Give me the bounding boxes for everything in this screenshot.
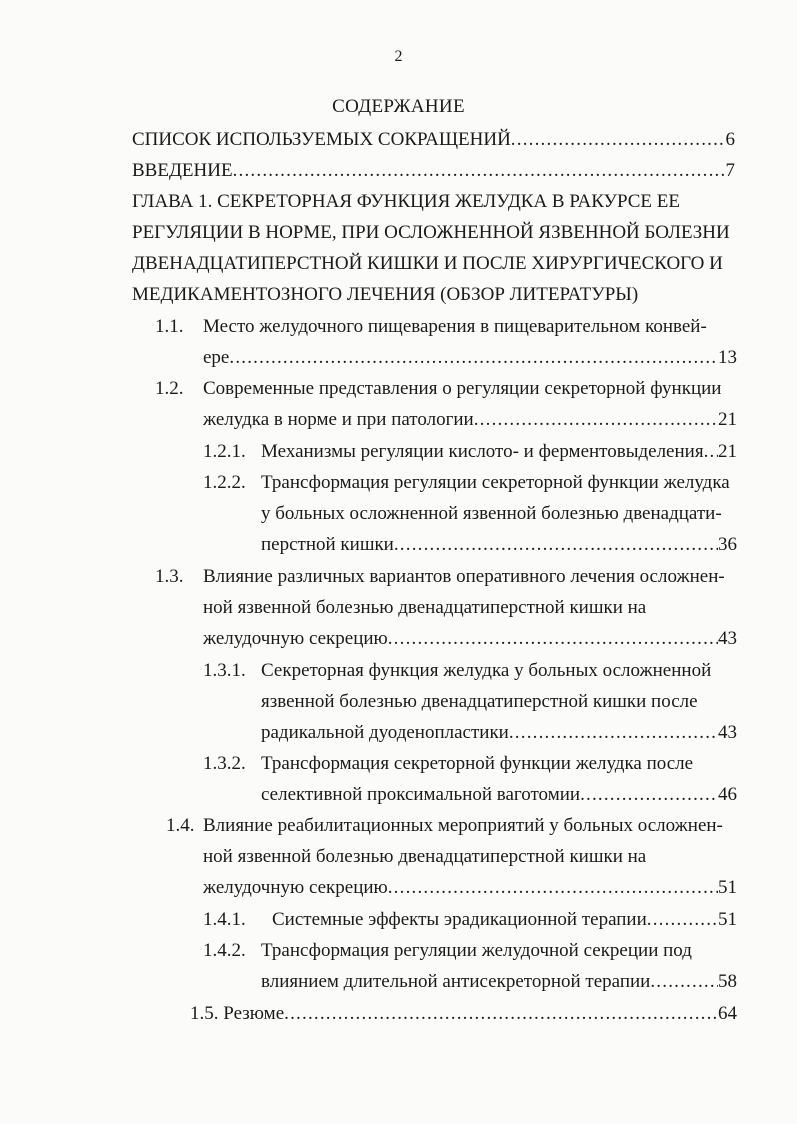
chapter-heading-line: ГЛАВА 1. СЕКРЕТОРНАЯ ФУНКЦИЯ ЖЕЛУДКА В РАКУРСЕ ЕЕ — [132, 191, 680, 212]
toc-entry-1-4-1 — [272, 907, 737, 933]
toc-entry-text: радикальной дуоденопластики — [261, 722, 509, 743]
chapter-heading-line: ДВЕНАДЦАТИПЕРСТНОЙ КИШКИ И ПОСЛЕ ХИРУРГИЧЕСКОГО И — [132, 253, 723, 274]
toc-page: 58 — [718, 971, 737, 992]
toc-entry-1-3-2 — [261, 782, 737, 808]
toc-page: 21 — [718, 409, 737, 430]
toc-entry-1-3 — [203, 626, 737, 652]
toc-entry-text: у больных осложненной язвенной болезнью двенадцати- — [261, 503, 722, 524]
section-number: 1.2.1. — [203, 441, 246, 462]
section-number: 1.4.2. — [203, 940, 246, 961]
toc-entry-text: язвенной болезнью двенадцатиперстной кишки после — [261, 691, 698, 712]
toc-entry-1-4-2 — [261, 969, 737, 995]
section-number: 1.2. — [155, 378, 184, 399]
toc-entry-text: 1.5. Резюме — [190, 1003, 285, 1024]
toc-page: 6 — [725, 129, 735, 150]
toc-entry-1-3-1 — [261, 720, 737, 746]
toc-entry-text: СПИСОК ИСПОЛЬЗУЕМЫХ СОКРАЩЕНИЙ — [132, 129, 511, 150]
toc-entry-text: желудочную секрецию — [203, 628, 388, 649]
toc-entry-1-2-1 — [261, 439, 737, 465]
toc-entry-1-2-2 — [261, 532, 737, 558]
section-number: 1.4.1. — [203, 909, 246, 930]
toc-page: 36 — [718, 534, 737, 555]
toc-entry-text: перстной кишки — [261, 534, 394, 555]
toc-entry-text: Трансформация секреторной функции желудка после — [261, 753, 694, 774]
toc-entry-text: ВВЕДЕНИЕ — [132, 160, 233, 181]
section-number: 1.1. — [155, 316, 184, 337]
toc-entry-text: Трансформация регуляции секреторной функции желудка — [261, 472, 730, 493]
toc-entry-text: желудочную секрецию — [203, 877, 388, 898]
toc-entry-text: желудка в норме и при патологии — [203, 409, 474, 430]
toc-entry-1-5 — [190, 1001, 737, 1027]
chapter-heading-line: МЕДИКАМЕНТОЗНОГО ЛЕЧЕНИЯ (ОБЗОР ЛИТЕРАТУРЫ) — [132, 284, 639, 305]
toc-page: 46 — [718, 784, 737, 805]
chapter-heading-line: РЕГУЛЯЦИИ В НОРМЕ, ПРИ ОСЛОЖНЕННОЙ ЯЗВЕННОЙ БОЛЕЗНИ — [132, 222, 730, 243]
toc-entry-1-4 — [203, 875, 737, 901]
toc-page: 51 — [718, 877, 737, 898]
toc-entry-text: влиянием длительной антисекреторной терапии — [261, 971, 651, 992]
toc-entry-text: селективной проксимальной ваготомии — [261, 784, 581, 805]
toc-entry-text: Секреторная функция желудка у больных осложненной — [261, 660, 712, 681]
page-number: 2 — [394, 48, 403, 65]
toc-entry-text: ной язвенной болезнью двенадцатиперстной кишки на — [203, 846, 647, 867]
toc-page: 13 — [718, 347, 737, 368]
section-number: 1.3. — [155, 566, 184, 587]
toc-entry-text: Влияние реабилитационных мероприятий у больных осложнен- — [203, 815, 723, 836]
section-number: 1.3.2. — [203, 753, 246, 774]
section-number: 1.2.2. — [203, 472, 246, 493]
toc-entry-text: Место желудочного пищеварения в пищеварительном конвей- — [203, 316, 707, 337]
toc-entry-text: Механизмы регуляции кислото- и ферментовыделения — [261, 441, 704, 462]
toc-page: 64 — [718, 1003, 737, 1024]
toc-entry-abbreviations — [132, 127, 735, 153]
toc-page: 43 — [718, 722, 737, 743]
toc-entry-1-1 — [203, 345, 737, 371]
toc-page: 43 — [718, 628, 737, 649]
toc-entry-text: Влияние различных вариантов оперативного лечения осложнен- — [203, 566, 725, 587]
toc-page: 51 — [718, 909, 737, 930]
toc-entry-text: Современные представления о регуляции секреторной функции — [203, 378, 722, 399]
section-number: 1.3.1. — [203, 660, 246, 681]
toc-entry-text: Системные эффекты эрадикационной терапии — [272, 909, 647, 930]
toc-entry-introduction — [132, 158, 735, 184]
toc-entry-1-2 — [203, 407, 737, 433]
toc-page: 21 — [718, 441, 737, 462]
section-number: 1.4. — [166, 815, 195, 836]
toc-entry-text: ной язвенной болезнью двенадцатиперстной кишки на — [203, 597, 647, 618]
page-title: СОДЕРЖАНИЕ — [332, 96, 465, 117]
toc-page: 7 — [725, 160, 735, 181]
toc-entry-text: Трансформация регуляции желудочной секреции под — [261, 940, 692, 961]
toc-entry-text: ере — [203, 347, 230, 368]
